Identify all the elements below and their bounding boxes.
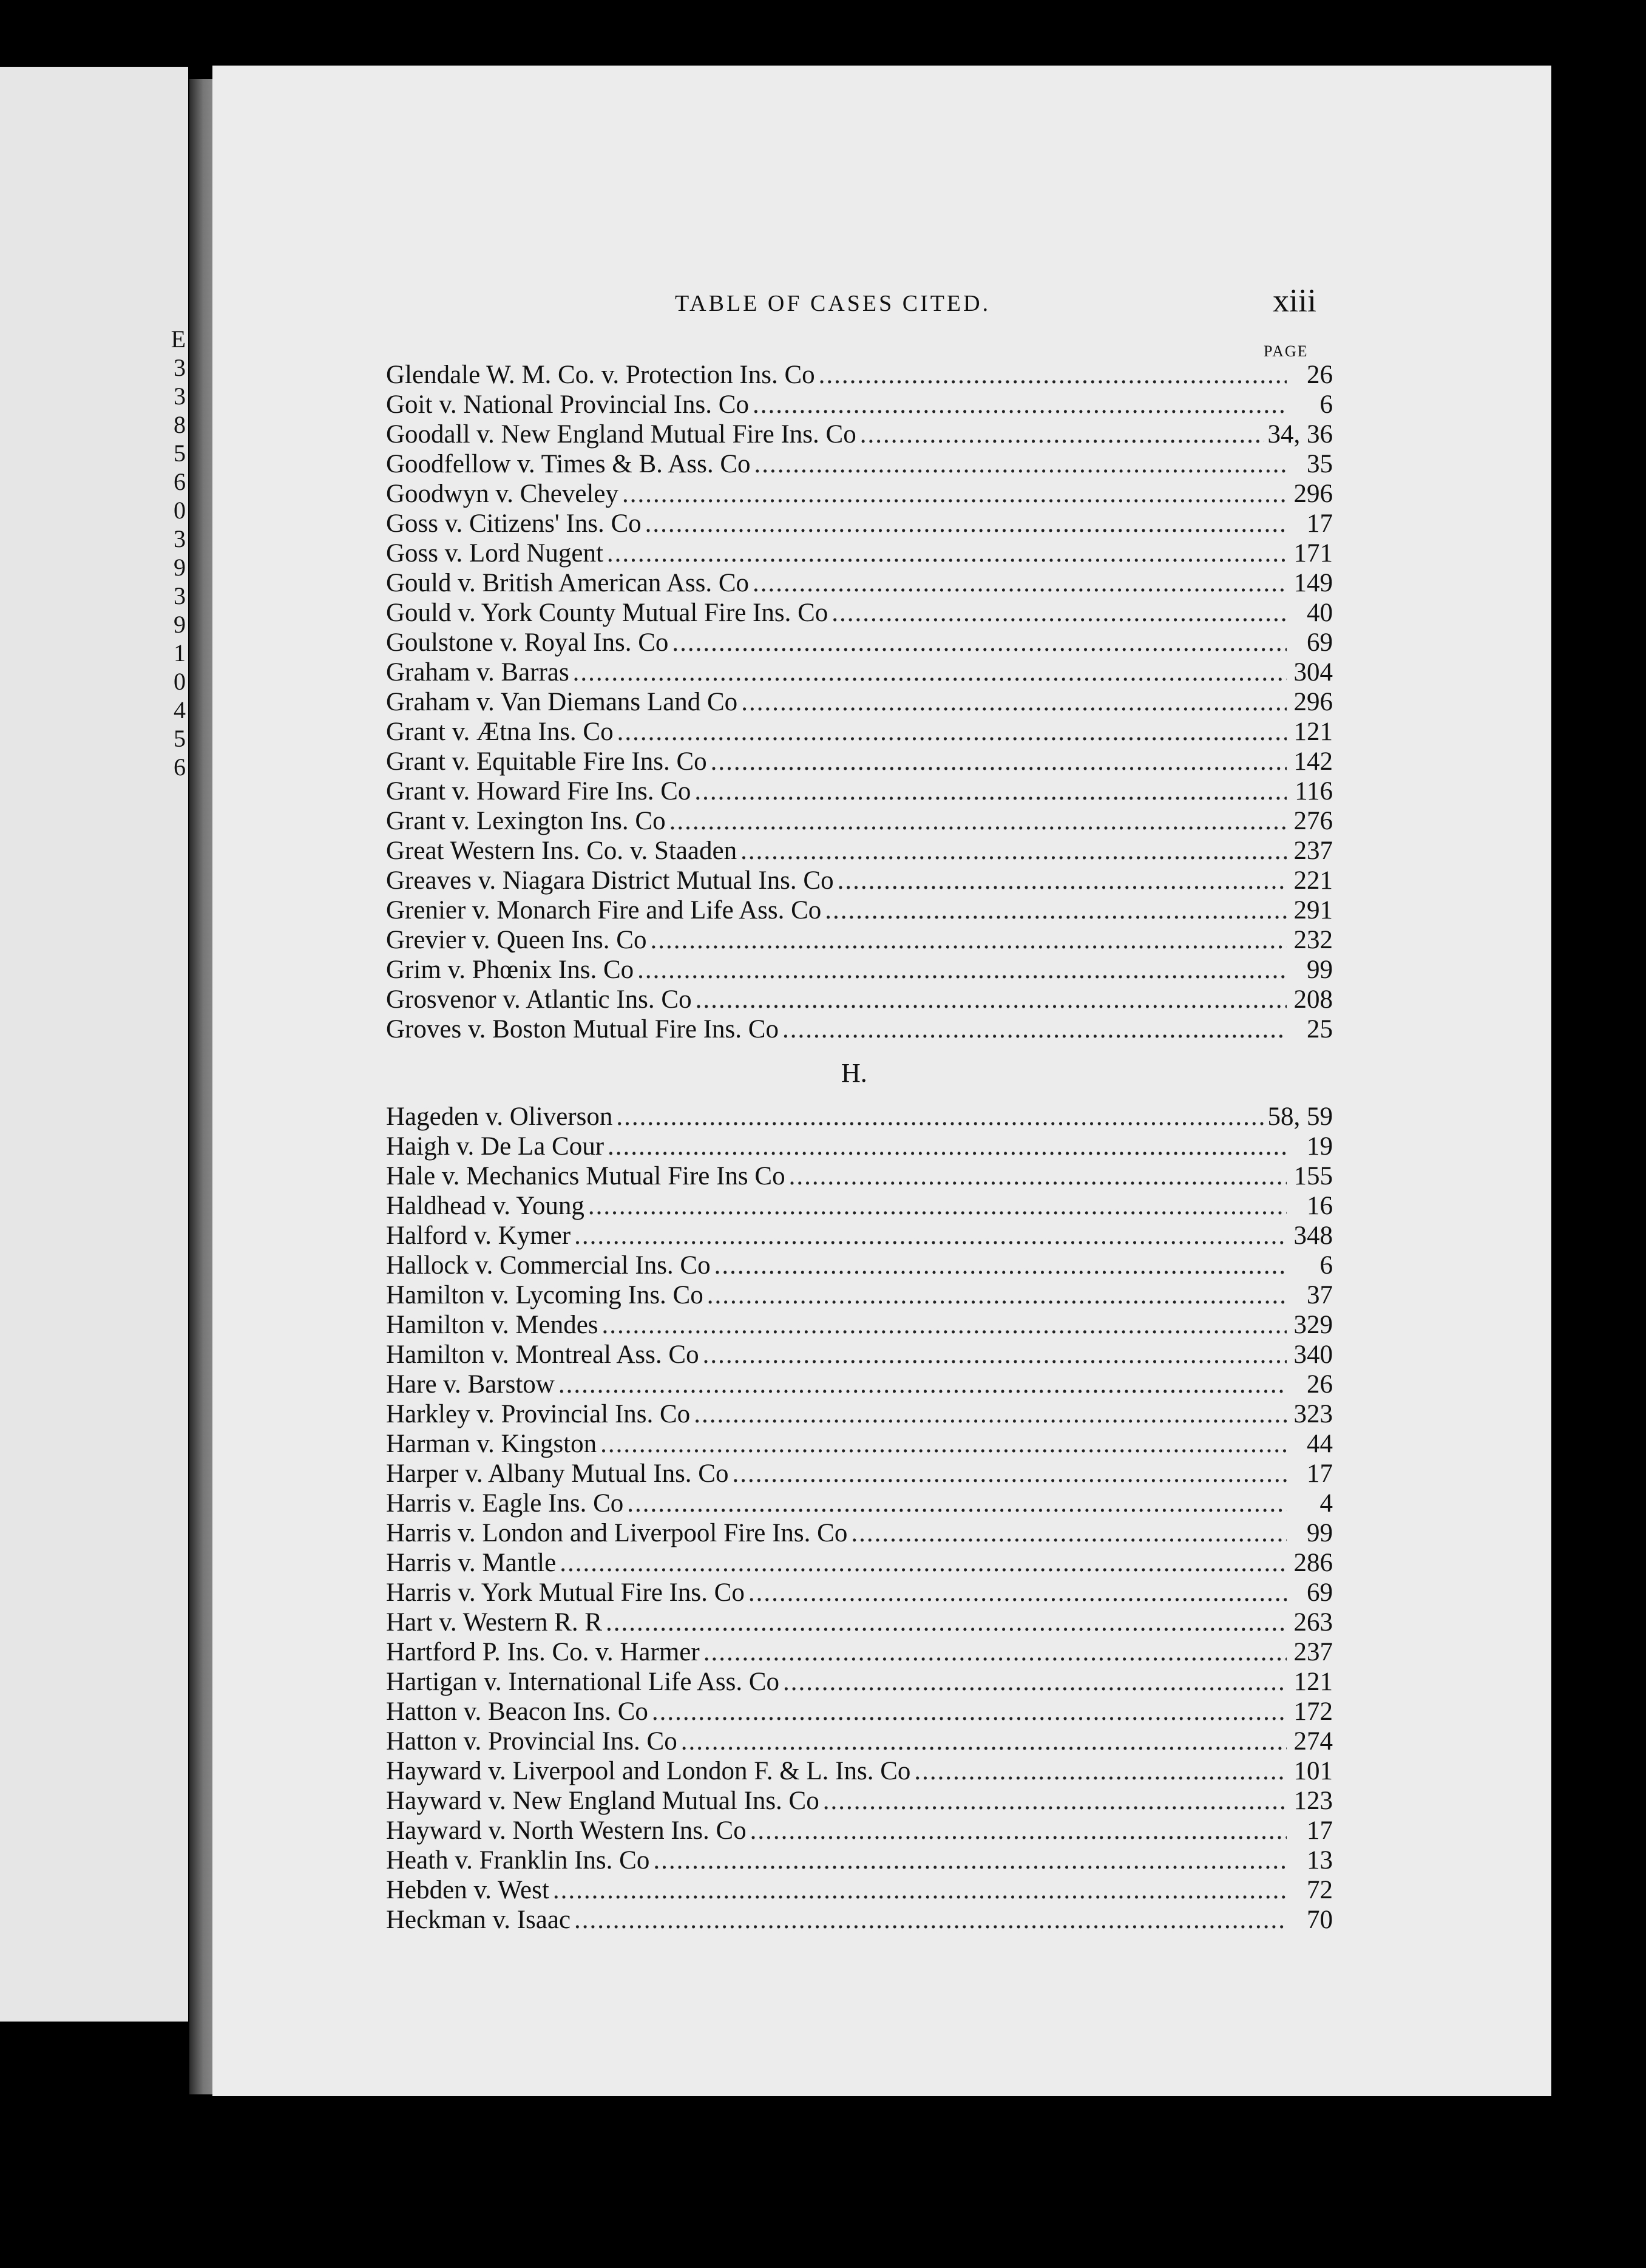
case-name: Goodwyn v. Cheveley <box>386 480 618 508</box>
leader-dots <box>645 511 1287 537</box>
edge-char: 3 <box>174 582 186 609</box>
edge-char: 0 <box>174 497 186 524</box>
case-name: Harkley v. Provincial Ins. Co <box>386 1400 691 1428</box>
case-name: Grevier v. Queen Ins. Co <box>386 926 647 954</box>
case-entry <box>386 1100 1333 1130</box>
case-page: 6 <box>1319 390 1333 419</box>
case-entry <box>386 1844 1333 1873</box>
case-page: 72 <box>1307 1876 1333 1904</box>
case-page: 69 <box>1307 1578 1333 1607</box>
case-page: 4 <box>1319 1489 1333 1518</box>
case-page: 123 <box>1293 1787 1333 1815</box>
case-entry <box>386 537 1333 566</box>
case-name: Heckman v. Isaac <box>386 1906 571 1934</box>
case-name: Hayward v. Liverpool and London F. & L. Ins. Co <box>386 1757 911 1785</box>
leader-dots <box>819 362 1287 388</box>
edge-char: 3 <box>174 525 186 552</box>
leader-dots <box>851 1520 1287 1546</box>
leader-dots <box>838 867 1287 894</box>
leader-dots <box>653 1847 1287 1873</box>
case-page: 70 <box>1307 1906 1333 1934</box>
leader-dots <box>823 1788 1287 1814</box>
leader-dots <box>602 1312 1287 1338</box>
case-entry <box>386 1784 1333 1814</box>
leader-dots <box>694 1401 1287 1427</box>
leader-dots <box>560 1550 1287 1576</box>
case-page: 26 <box>1307 1370 1333 1399</box>
case-entry <box>386 507 1333 537</box>
case-entry <box>386 1665 1333 1695</box>
case-name: Harris v. York Mutual Fire Ins. Co <box>386 1578 745 1607</box>
case-page: 155 <box>1293 1162 1333 1190</box>
case-name: Grant v. Lexington Ins. Co <box>386 807 666 835</box>
case-entry <box>386 1576 1333 1606</box>
case-name: Grant v. Howard Fire Ins. Co <box>386 777 691 806</box>
case-name: Hamilton v. Mendes <box>386 1311 598 1339</box>
leader-dots <box>748 1580 1287 1606</box>
case-entry <box>386 1873 1333 1903</box>
edge-char: 8 <box>174 411 186 438</box>
leader-dots <box>860 421 1264 447</box>
case-name: Grim v. Phœnix Ins. Co <box>386 956 634 984</box>
case-name: Greaves v. Niagara District Mutual Ins. Co <box>386 866 834 895</box>
case-page: 274 <box>1293 1727 1333 1756</box>
case-page: 17 <box>1307 1459 1333 1488</box>
case-entry <box>386 1457 1333 1487</box>
case-name: Great Western Ins. Co. v. Staaden <box>386 837 737 865</box>
leader-dots <box>696 986 1287 1013</box>
leader-dots <box>600 1431 1287 1457</box>
page-column-label: PAGE <box>1264 342 1309 360</box>
case-name: Hartigan v. International Life Ass. Co <box>386 1668 780 1696</box>
case-entry <box>386 983 1333 1013</box>
case-page: 69 <box>1307 628 1333 657</box>
case-name: Hart v. Western R. R <box>386 1608 603 1637</box>
case-entry <box>386 923 1333 953</box>
case-name: Harris v. Eagle Ins. Co <box>386 1489 624 1518</box>
running-title: TABLE OF CASES CITED. <box>675 291 991 316</box>
edge-char: 1 <box>174 639 186 667</box>
case-page: 101 <box>1293 1757 1333 1785</box>
case-page: 291 <box>1293 896 1333 925</box>
case-entry <box>386 596 1333 626</box>
case-name: Goit v. National Provincial Ins. Co <box>386 390 749 419</box>
case-name: Goodfellow v. Times & B. Ass. Co <box>386 450 751 478</box>
case-name: Hayward v. New England Mutual Ins. Co <box>386 1787 819 1815</box>
case-page: 304 <box>1293 658 1333 687</box>
edge-char: 6 <box>174 468 186 495</box>
case-name: Gould v. York County Mutual Fire Ins. Co <box>386 599 828 627</box>
case-page: 263 <box>1293 1608 1333 1637</box>
leader-dots <box>753 392 1287 418</box>
case-name: Hamilton v. Lycoming Ins. Co <box>386 1281 703 1309</box>
case-page: 171 <box>1293 539 1333 568</box>
edge-char: 6 <box>174 753 186 781</box>
case-entry <box>386 1516 1333 1546</box>
leader-dots <box>741 689 1287 715</box>
case-entry <box>386 953 1333 983</box>
case-entry <box>386 1249 1333 1278</box>
edge-char: 0 <box>174 668 186 695</box>
case-entry <box>386 804 1333 834</box>
case-entry <box>386 1725 1333 1754</box>
case-entry <box>386 1606 1333 1635</box>
case-entry <box>386 358 1333 388</box>
case-name: Harper v. Albany Mutual Ins. Co <box>386 1459 729 1488</box>
leader-dots <box>825 897 1287 923</box>
case-name: Haldhead v. Young <box>386 1192 584 1220</box>
case-name: Goodall v. New England Mutual Fire Ins. Co <box>386 420 856 449</box>
case-page: 329 <box>1293 1311 1333 1339</box>
case-name: Hallock v. Commercial Ins. Co <box>386 1251 711 1280</box>
case-entry <box>386 1013 1333 1042</box>
leader-dots <box>707 1282 1287 1308</box>
case-entry <box>386 745 1333 775</box>
case-page: 172 <box>1293 1697 1333 1726</box>
case-page: 237 <box>1293 1638 1333 1666</box>
case-name: Goss v. Lord Nugent <box>386 539 603 568</box>
case-name: Goss v. Citizens' Ins. Co <box>386 509 642 538</box>
leader-dots <box>831 600 1287 626</box>
leader-dots <box>740 838 1287 864</box>
leader-dots <box>789 1163 1287 1189</box>
edge-char: 9 <box>174 611 186 638</box>
case-page: 149 <box>1293 569 1333 597</box>
case-entry <box>386 864 1333 894</box>
case-entry <box>386 1695 1333 1725</box>
leader-dots <box>553 1877 1287 1903</box>
case-page: 121 <box>1293 1668 1333 1696</box>
case-entry <box>386 1903 1333 1933</box>
leader-dots <box>652 1699 1287 1725</box>
leader-dots <box>669 808 1287 834</box>
section-h-list <box>386 1100 1333 1933</box>
case-entry <box>386 1546 1333 1576</box>
leader-dots <box>627 1490 1287 1516</box>
leader-dots <box>607 540 1287 566</box>
leader-dots <box>681 1728 1287 1754</box>
case-entry <box>386 1487 1333 1516</box>
case-name: Glendale W. M. Co. v. Protection Ins. Co <box>386 361 815 389</box>
case-name: Hatton v. Beacon Ins. Co <box>386 1697 648 1726</box>
case-name: Goulstone v. Royal Ins. Co <box>386 628 669 657</box>
leader-dots <box>754 451 1287 477</box>
case-entry <box>386 1189 1333 1219</box>
case-page: 99 <box>1307 1519 1333 1547</box>
case-entry <box>386 1814 1333 1844</box>
case-page: 35 <box>1307 450 1333 478</box>
case-name: Heath v. Franklin Ins. Co <box>386 1846 650 1875</box>
case-name: Harris v. Mantle <box>386 1549 557 1577</box>
case-entry <box>386 447 1333 477</box>
case-entry <box>386 626 1333 656</box>
case-entry <box>386 715 1333 745</box>
case-page: 19 <box>1307 1132 1333 1161</box>
case-page: 237 <box>1293 837 1333 865</box>
case-name: Grenier v. Monarch Fire and Life Ass. Co <box>386 896 822 925</box>
case-page: 99 <box>1307 956 1333 984</box>
case-entry <box>386 1308 1333 1338</box>
section-heading-h: H. <box>841 1058 867 1088</box>
case-page: 208 <box>1293 985 1333 1014</box>
leader-dots <box>753 570 1287 596</box>
case-page: 44 <box>1307 1430 1333 1458</box>
edge-char: 5 <box>174 440 186 467</box>
leader-dots <box>732 1461 1287 1487</box>
leader-dots <box>588 1193 1287 1219</box>
case-page: 26 <box>1307 361 1333 389</box>
case-name: Graham v. Van Diemans Land Co <box>386 688 738 716</box>
case-entry <box>386 1754 1333 1784</box>
case-name: Hartford P. Ins. Co. v. Harmer <box>386 1638 700 1666</box>
case-entry <box>386 388 1333 418</box>
case-entry <box>386 1338 1333 1368</box>
edge-char: 4 <box>174 696 186 724</box>
case-entry <box>386 834 1333 864</box>
case-name: Grant v. Equitable Fire Ins. Co <box>386 747 707 776</box>
leader-dots <box>782 1016 1287 1042</box>
case-name: Hamilton v. Montreal Ass. Co <box>386 1340 699 1369</box>
leader-dots <box>711 749 1287 775</box>
leader-dots <box>616 1104 1264 1130</box>
leader-dots <box>703 1342 1287 1368</box>
leader-dots <box>617 719 1287 745</box>
case-page: 6 <box>1319 1251 1333 1280</box>
page-number: xiii <box>1273 282 1317 319</box>
case-name: Hatton v. Provincial Ins. Co <box>386 1727 677 1756</box>
case-entry <box>386 1368 1333 1397</box>
case-entry <box>386 656 1333 685</box>
leader-dots <box>608 1133 1287 1159</box>
case-page: 121 <box>1293 718 1333 746</box>
case-name: Hayward v. North Western Ins. Co <box>386 1816 747 1845</box>
case-page: 340 <box>1293 1340 1333 1369</box>
leader-dots <box>574 1223 1287 1249</box>
leader-dots <box>558 1371 1287 1397</box>
case-page: 16 <box>1307 1192 1333 1220</box>
edge-char: 5 <box>174 725 186 752</box>
case-entry <box>386 477 1333 507</box>
case-page: 17 <box>1307 509 1333 538</box>
edge-char: 3 <box>174 382 186 410</box>
leader-dots <box>622 481 1287 507</box>
case-name: Haigh v. De La Cour <box>386 1132 605 1161</box>
case-name: Graham v. Barras <box>386 658 569 687</box>
leader-dots <box>650 927 1287 953</box>
leader-dots <box>694 778 1287 804</box>
case-entry <box>386 894 1333 923</box>
case-page: 142 <box>1293 747 1333 776</box>
case-entry <box>386 1159 1333 1189</box>
case-page: 348 <box>1293 1221 1333 1250</box>
leader-dots <box>714 1252 1287 1278</box>
case-name: Groves v. Boston Mutual Fire Ins. Co <box>386 1015 779 1044</box>
case-entry <box>386 1130 1333 1159</box>
case-page: 25 <box>1307 1015 1333 1044</box>
case-page: 276 <box>1293 807 1333 835</box>
leader-dots <box>573 659 1287 685</box>
case-name: Hageden v. Oliverson <box>386 1102 613 1131</box>
case-name: Hare v. Barstow <box>386 1370 555 1399</box>
case-name: Halford v. Kymer <box>386 1221 571 1250</box>
case-page: 323 <box>1293 1400 1333 1428</box>
case-page: 221 <box>1293 866 1333 895</box>
case-page: 13 <box>1307 1846 1333 1875</box>
case-entry <box>386 1635 1333 1665</box>
case-page: 40 <box>1307 599 1333 627</box>
leader-dots <box>783 1669 1287 1695</box>
left-page-edge <box>0 67 188 2022</box>
leader-dots <box>672 630 1287 656</box>
case-page: 286 <box>1293 1549 1333 1577</box>
leader-dots <box>606 1609 1287 1635</box>
case-entry <box>386 685 1333 715</box>
case-entry <box>386 418 1333 447</box>
case-name: Hebden v. West <box>386 1876 549 1904</box>
case-page: 34, 36 <box>1267 420 1333 449</box>
leader-dots <box>914 1758 1287 1784</box>
case-entry <box>386 775 1333 804</box>
case-page: 296 <box>1293 688 1333 716</box>
case-entry <box>386 1219 1333 1249</box>
case-page: 37 <box>1307 1281 1333 1309</box>
case-entry <box>386 1278 1333 1308</box>
case-name: Harris v. London and Liverpool Fire Ins. Co <box>386 1519 848 1547</box>
case-entry <box>386 566 1333 596</box>
edge-char: 9 <box>174 554 186 581</box>
leader-dots <box>637 957 1287 983</box>
case-name: Gould v. British American Ass. Co <box>386 569 750 597</box>
case-page: 58, 59 <box>1267 1102 1333 1131</box>
case-page: 232 <box>1293 926 1333 954</box>
case-name: Harman v. Kingston <box>386 1430 597 1458</box>
section-g-list <box>386 358 1333 1042</box>
case-name: Hale v. Mechanics Mutual Fire Ins Co <box>386 1162 785 1190</box>
case-page: 296 <box>1293 480 1333 508</box>
edge-char: 3 <box>174 354 186 381</box>
leader-dots <box>703 1639 1287 1665</box>
case-name: Grant v. Ætna Ins. Co <box>386 718 614 746</box>
edge-char: E <box>171 325 186 353</box>
case-page: 17 <box>1307 1816 1333 1845</box>
leader-dots <box>750 1818 1287 1844</box>
leader-dots <box>574 1907 1287 1933</box>
case-page: 116 <box>1295 777 1333 806</box>
case-entry <box>386 1427 1333 1457</box>
case-name: Grosvenor v. Atlantic Ins. Co <box>386 985 692 1014</box>
case-entry <box>386 1397 1333 1427</box>
